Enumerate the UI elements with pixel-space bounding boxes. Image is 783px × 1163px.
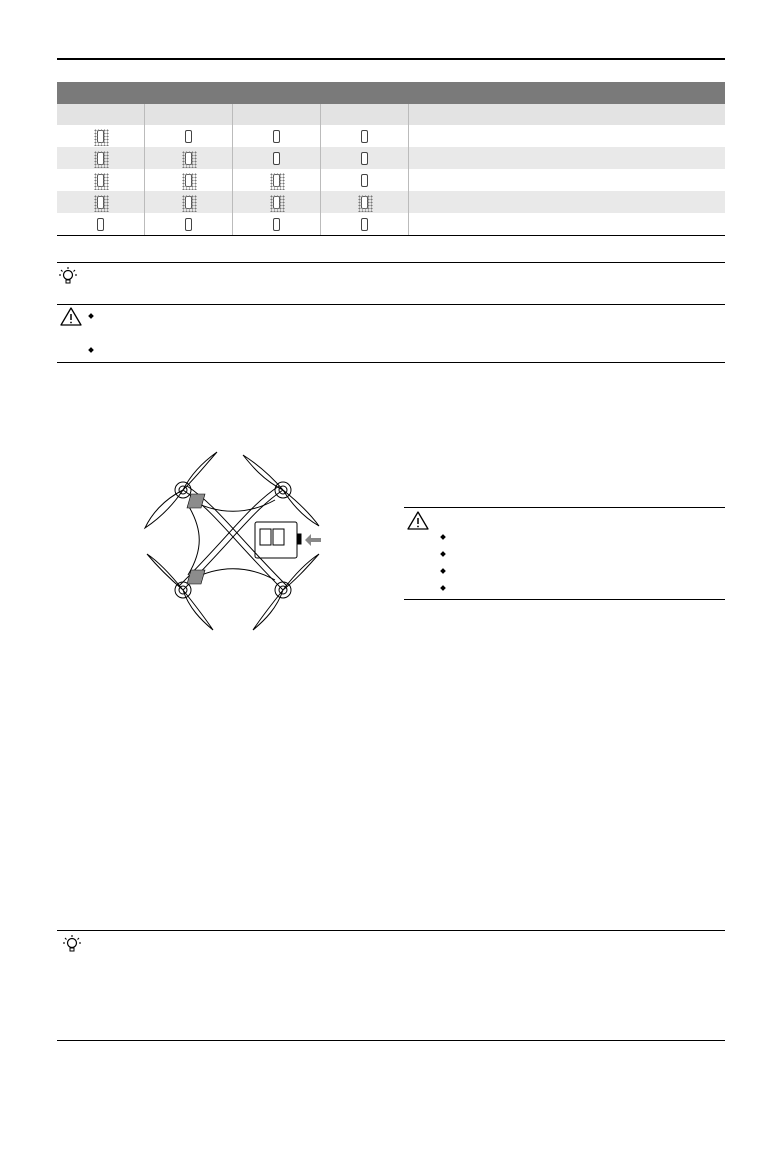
- led-description-cell: [409, 125, 725, 147]
- led-cell: [145, 191, 233, 213]
- led-off-icon: [361, 130, 368, 143]
- led-cell: [233, 125, 321, 147]
- warning-bottom-rule: [404, 599, 725, 600]
- tip-bottom-rule: [57, 1040, 725, 1041]
- warning-triangle-icon: [407, 511, 429, 530]
- bullet-marker: [440, 585, 446, 591]
- led-description-cell: [409, 147, 725, 169]
- bullet-marker: [440, 551, 446, 557]
- led-off-icon: [273, 130, 280, 143]
- bullet-marker: [440, 534, 446, 540]
- lightbulb-icon: [62, 934, 82, 954]
- led-lit-icon: [97, 196, 104, 209]
- table-row: [57, 125, 725, 147]
- led-cell: [57, 169, 145, 191]
- led-cell: [145, 147, 233, 169]
- aircraft-battery-insertion-illustration: [143, 450, 323, 635]
- led-lit-icon: [361, 196, 368, 209]
- led-off-icon: [185, 218, 192, 231]
- warning-top-rule: [404, 507, 725, 508]
- led-off-icon: [97, 218, 104, 231]
- led-description-cell: [409, 169, 725, 191]
- led-cell: [57, 147, 145, 169]
- led-lit-icon: [273, 196, 280, 209]
- table-row: [57, 213, 725, 235]
- table-header: [57, 82, 725, 104]
- led-cell: [233, 169, 321, 191]
- led-cell: [321, 147, 409, 169]
- led-off-icon: [361, 218, 368, 231]
- warning-triangle-icon: [60, 307, 82, 326]
- led-off-icon: [273, 152, 280, 165]
- led-cell: [145, 125, 233, 147]
- led-cell: [321, 191, 409, 213]
- table-row: [57, 147, 725, 169]
- battery-led-table: [57, 82, 725, 236]
- table-row: [57, 169, 725, 191]
- led-cell: [145, 213, 233, 235]
- tip-top-rule: [57, 262, 725, 263]
- led-cell: [233, 147, 321, 169]
- tip-top-rule: [57, 930, 725, 931]
- led-cell: [233, 213, 321, 235]
- led-off-icon: [273, 218, 280, 231]
- led-cell: [57, 191, 145, 213]
- led-cell: [321, 125, 409, 147]
- led-description-cell: [409, 191, 725, 213]
- led-lit-icon: [97, 174, 104, 187]
- led-lit-icon: [97, 152, 104, 165]
- led-cell: [57, 213, 145, 235]
- header-rule: [57, 58, 725, 60]
- led-off-icon: [185, 130, 192, 143]
- bullet-marker: [88, 313, 94, 319]
- warning-bottom-rule: [57, 362, 725, 363]
- led-off-icon: [361, 152, 368, 165]
- warning-top-rule: [57, 304, 725, 305]
- led-cell: [321, 213, 409, 235]
- table-subheader: [57, 104, 725, 125]
- led-cell: [321, 169, 409, 191]
- led-lit-icon: [185, 174, 192, 187]
- bullet-marker: [440, 568, 446, 574]
- led-lit-icon: [185, 152, 192, 165]
- table-bottom-rule: [57, 235, 725, 236]
- bullet-marker: [88, 347, 94, 353]
- table-row: [57, 191, 725, 213]
- led-description-cell: [409, 213, 725, 235]
- led-lit-icon: [185, 196, 192, 209]
- led-off-icon: [361, 174, 368, 187]
- led-cell: [145, 169, 233, 191]
- table-body: [57, 125, 725, 235]
- lightbulb-icon: [58, 266, 78, 286]
- led-cell: [57, 125, 145, 147]
- led-lit-icon: [273, 174, 280, 187]
- led-cell: [233, 191, 321, 213]
- led-lit-icon: [97, 130, 104, 143]
